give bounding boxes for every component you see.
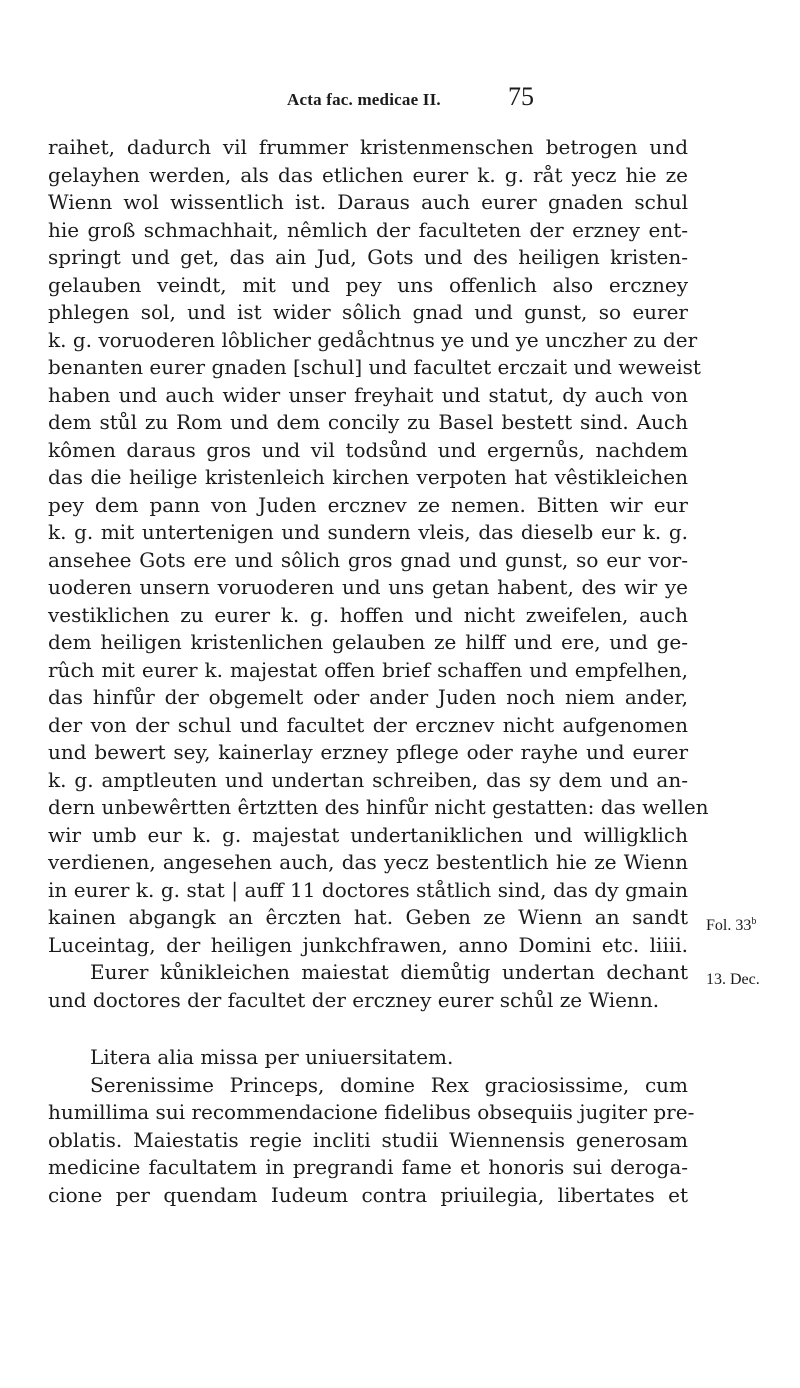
section-gap bbox=[48, 1014, 688, 1044]
text-line: der von der schul und facultet der ercznev nicht aufgenomen bbox=[48, 712, 688, 737]
section-heading: Litera alia missa per uniuersitatem. bbox=[90, 1045, 454, 1069]
margin-note-folio bbox=[706, 916, 756, 935]
text-line: Luceintag, der heiligen junkchfrawen, anno Domini etc. liiii. bbox=[48, 932, 688, 957]
folio-superscript: b bbox=[751, 916, 757, 927]
text-line: dern unbewêrtten êrtztten des hinfůr nicht gestatten: das wellen bbox=[48, 795, 709, 819]
text-line: benanten eurer gnaden [schul] und facultet erczait und weweist bbox=[48, 355, 701, 379]
date-label: 13. Dec. bbox=[706, 971, 760, 988]
text-line: pey dem pann von Juden ercznev ze nemen. Bitten wir eur bbox=[48, 492, 688, 517]
text-line: rûch mit eurer k. majestat offen brief schaffen und empfelhen, bbox=[48, 657, 688, 682]
folio-label: Fol. 33 bbox=[706, 917, 752, 934]
body-text bbox=[48, 134, 709, 1209]
text-line: gelayhen werden, als das etlichen eurer k. g. råt yecz hie ze bbox=[48, 162, 688, 187]
text-line: springt und get, das ain Jud, Gots und des heiligen kristen- bbox=[48, 245, 688, 269]
text-line: oblatis. Maiestatis regie incliti studii Wiennensis generosam bbox=[48, 1127, 688, 1152]
margin-note-date bbox=[706, 971, 760, 989]
text-line: cione per quendam Iudeum contra priuilegia, libertates et bbox=[48, 1182, 688, 1207]
text-line: das die heilige kristenleich kirchen verpoten hat vêstikleichen bbox=[48, 465, 688, 489]
text-line: gelauben veindt, mit und pey uns offenlich also erczney bbox=[48, 272, 688, 297]
text-line: kômen daraus gros und vil todsůnd und ergernůs, nachdem bbox=[48, 437, 688, 462]
text-line: in eurer k. g. stat | auff 11 doctores ståtlich sind, das dy gmain bbox=[48, 877, 688, 902]
running-head bbox=[0, 82, 800, 128]
text-line: und bewert sey, kainerlay erzney pflege oder rayhe und eurer bbox=[48, 740, 688, 764]
text-line: uoderen unsern voruoderen und uns getan habent, des wir ye bbox=[48, 575, 688, 599]
text-line: Serenissime Princeps, domine Rex graciosissime, cum bbox=[90, 1072, 688, 1097]
text-line: hie groß schmachhait, nêmlich der faculteten der erzney ent- bbox=[48, 217, 688, 242]
text-line: raihet, dadurch vil frummer kristenmenschen betrogen und bbox=[48, 135, 688, 159]
text-line: dem stůl zu Rom und dem concily zu Basel bestett sind. Auch bbox=[48, 410, 688, 434]
text-line: dem heiligen kristenlichen gelauben ze hilff und ere, und ge- bbox=[48, 630, 688, 654]
page-number: 75 bbox=[508, 82, 534, 111]
running-title: Acta fac. medicae II. bbox=[287, 90, 441, 109]
text-line: das hinfůr der obgemelt oder ander Juden noch niem ander, bbox=[48, 685, 688, 709]
text-line: haben und auch wider unser freyhait und statut, dy auch von bbox=[48, 382, 688, 407]
text-line: phlegen sol, und ist wider sôlich gnad und gunst, so eurer bbox=[48, 300, 688, 324]
text-line: Wienn wol wissentlich ist. Daraus auch eurer gnaden schul bbox=[48, 190, 688, 214]
text-line: k. g. amptleuten und undertan schreiben, das sy dem und an- bbox=[48, 767, 688, 792]
text-line: k. g. mit untertenigen und sundern vleis, das dieselb eur k. g. bbox=[48, 520, 688, 544]
text-line: k. g. voruoderen lôblicher gedåchtnus ye und ye unczher zu der bbox=[48, 327, 698, 352]
text-line: wir umb eur k. g. majestat undertaniklichen und willigklich bbox=[48, 822, 688, 847]
text-line: vestiklichen zu eurer k. g. hoffen und nicht zweifelen, auch bbox=[48, 602, 688, 627]
text-line: humillima sui recommendacione fidelibus obsequiis jugiter pre- bbox=[48, 1100, 695, 1124]
text-line: kainen abgangk an êrczten hat. Geben ze Wienn an sandt bbox=[48, 905, 688, 929]
text-line: ansehee Gots ere und sôlich gros gnad und gunst, so eur vor- bbox=[48, 547, 688, 572]
text-line: und doctores der facultet der erczney eurer schůl ze Wienn. bbox=[48, 987, 660, 1012]
text-line: verdienen, angesehen auch, das yecz bestentlich hie ze Wienn bbox=[48, 850, 688, 874]
text-line: Eurer kůnikleichen maiestat diemůtig undertan dechant bbox=[90, 960, 688, 984]
text-line: medicine facultatem in pregrandi fame et honoris sui deroga- bbox=[48, 1155, 688, 1179]
